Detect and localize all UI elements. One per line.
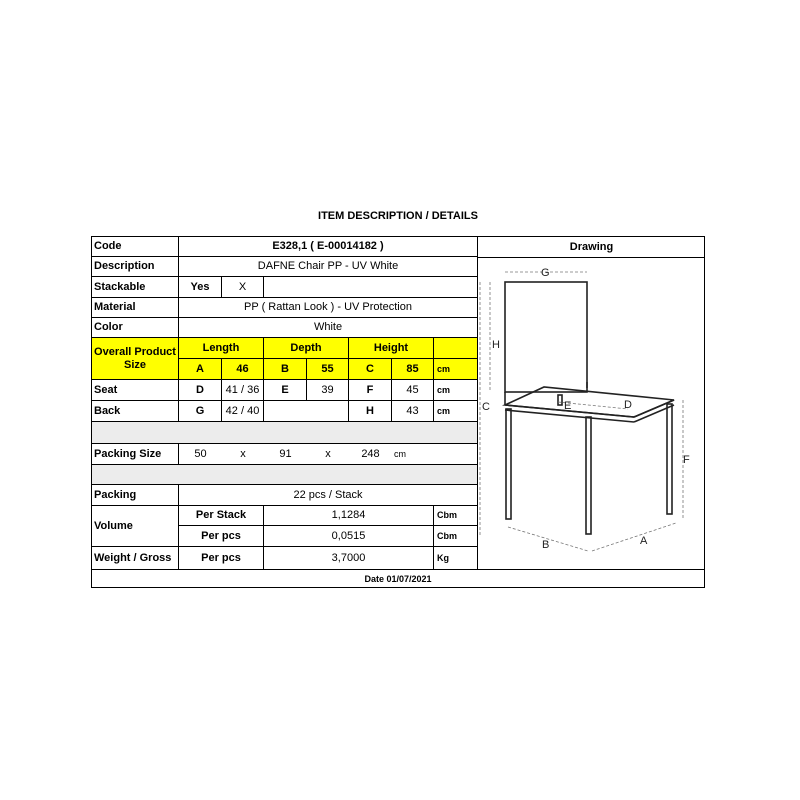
drawing-header: Drawing — [478, 237, 705, 258]
material-label: Material — [92, 298, 179, 318]
stackable-empty — [264, 277, 478, 298]
stackable-label: Stackable — [92, 277, 179, 298]
dim-d-letter: D — [179, 380, 222, 401]
description-value: DAFNE Chair PP - UV White — [179, 257, 478, 277]
weight-unit: Kg — [434, 547, 478, 569]
seat-unit: cm — [434, 380, 478, 401]
dim-f-value: 45 — [392, 380, 434, 401]
label-d: D — [624, 399, 632, 411]
chair-diagram — [478, 257, 705, 569]
chair-backrest — [505, 282, 587, 392]
packing-value: 22 pcs / Stack — [179, 485, 478, 506]
dim-c-value: 85 — [392, 359, 434, 380]
back-empty — [264, 401, 349, 422]
packing-size-label: Packing Size — [92, 444, 179, 465]
volume-per-pcs-label: Per pcs — [179, 526, 264, 547]
stackable-mark: X — [222, 277, 264, 298]
dim-a-letter: A — [179, 359, 222, 380]
dim-c-letter: C — [349, 359, 392, 380]
date-footer: Date 01/07/2021 — [92, 569, 704, 588]
volume-unit-2: Cbm — [434, 526, 478, 547]
dim-a-value: 46 — [222, 359, 264, 380]
packing-size-unit: cm — [392, 444, 478, 465]
chair-leg-front-left — [506, 409, 511, 519]
color-value: White — [179, 318, 478, 338]
page-title: ITEM DESCRIPTION / DETAILS — [318, 210, 478, 222]
label-g: G — [541, 267, 550, 279]
description-label: Description — [92, 257, 179, 277]
packing-size-v3: 248 — [349, 444, 392, 465]
spacer-row-2 — [92, 465, 478, 485]
volume-label: Volume — [92, 506, 179, 547]
overall-header-empty — [434, 338, 478, 359]
spacer-row — [92, 422, 478, 444]
back-label: Back — [92, 401, 179, 422]
code-value: E328,1 ( E-00014182 ) — [179, 237, 478, 257]
chair-leg-back-right — [667, 404, 672, 514]
dim-b-value: 55 — [307, 359, 349, 380]
dim-f-letter: F — [349, 380, 392, 401]
dim-d-value: 41 / 36 — [222, 380, 264, 401]
dim-e-value: 39 — [307, 380, 349, 401]
stackable-yes: Yes — [179, 277, 222, 298]
back-unit: cm — [434, 401, 478, 422]
material-value: PP ( Rattan Look ) - UV Protection — [179, 298, 478, 318]
dim-b-letter: B — [264, 359, 307, 380]
weight-per-pcs-label: Per pcs — [179, 547, 264, 569]
dim-e-letter: E — [264, 380, 307, 401]
label-f: F — [683, 454, 690, 466]
overall-size-label: Overall Product Size — [92, 338, 179, 380]
column-divider — [477, 237, 478, 569]
dim-g-value: 42 / 40 — [222, 401, 264, 422]
volume-unit-1: Cbm — [434, 506, 478, 526]
height-header: Height — [349, 338, 434, 359]
packing-size-v1: 50 — [179, 444, 222, 465]
volume-per-stack-label: Per Stack — [179, 506, 264, 526]
chair-leg-front-right — [586, 417, 591, 534]
weight-value: 3,7000 — [264, 547, 434, 569]
label-c: C — [482, 401, 490, 413]
seat-label: Seat — [92, 380, 179, 401]
label-h: H — [492, 339, 500, 351]
weight-label: Weight / Gross — [92, 547, 179, 569]
code-label: Code — [92, 237, 179, 257]
label-a: A — [640, 535, 648, 547]
dim-h-value: 43 — [392, 401, 434, 422]
label-e: E — [564, 400, 572, 412]
length-header: Length — [179, 338, 264, 359]
packing-size-x2: x — [307, 444, 349, 465]
depth-header: Depth — [264, 338, 349, 359]
dim-h-letter: H — [349, 401, 392, 422]
color-label: Color — [92, 318, 179, 338]
volume-per-stack-value: 1,1284 — [264, 506, 434, 526]
packing-label: Packing — [92, 485, 179, 506]
overall-unit: cm — [434, 359, 478, 380]
label-b: B — [542, 539, 550, 551]
packing-size-v2: 91 — [264, 444, 307, 465]
chair-drawing — [478, 257, 705, 569]
spec-sheet — [91, 236, 705, 588]
dim-g-letter: G — [179, 401, 222, 422]
packing-size-x1: x — [222, 444, 264, 465]
volume-per-pcs-value: 0,0515 — [264, 526, 434, 547]
